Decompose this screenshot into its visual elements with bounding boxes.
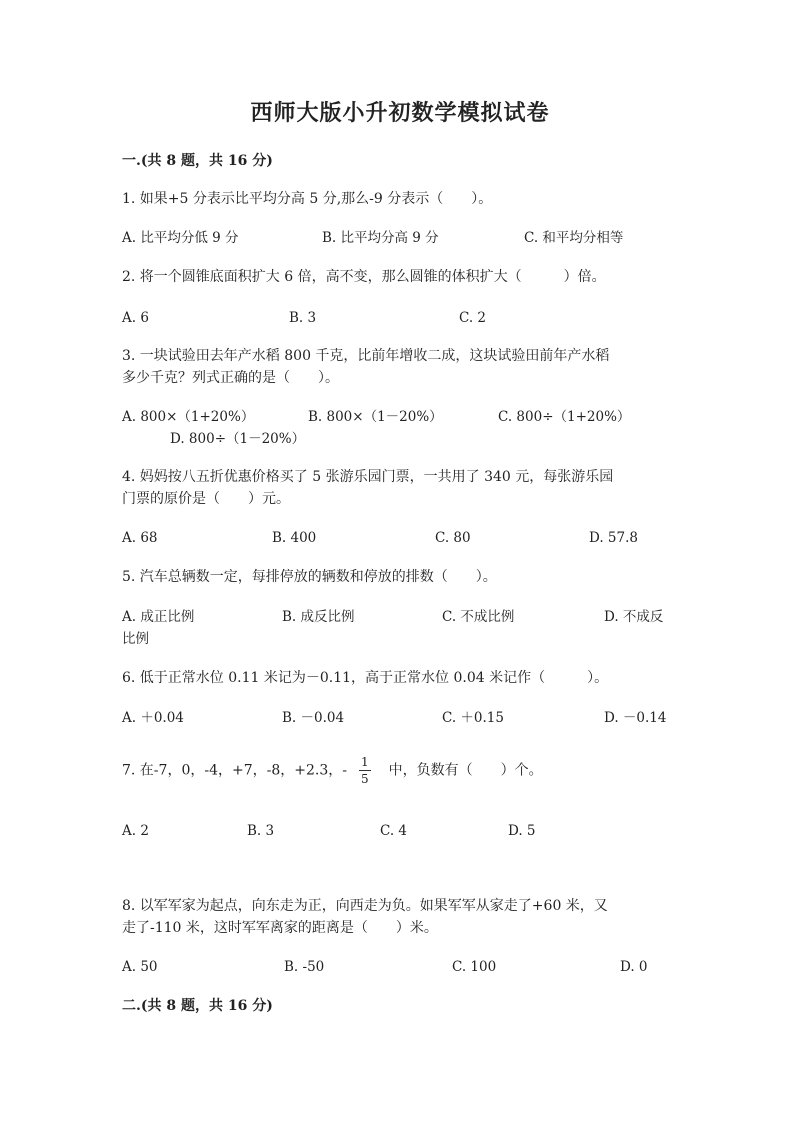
question-7-text-after: 中，负数有（ ）个。 [388,762,543,779]
option-d[interactable]: D. 57.8 [589,530,638,546]
option-a[interactable]: A. 比平均分低 9 分 [122,230,239,246]
option-b[interactable]: B. 成反比例 [282,609,355,625]
option-b[interactable]: B. -50 [284,959,325,975]
page-title: 西师大版小升初数学模拟试卷 [250,100,550,126]
question-4-line-2: 门票的原价是（ ）元。 [122,491,290,507]
fraction-numerator: 1 [361,755,369,769]
option-b[interactable]: B. 比平均分高 9 分 [322,230,439,246]
option-c[interactable]: C. 和平均分相等 [524,230,624,246]
option-c[interactable]: C. 100 [452,959,497,975]
option-d[interactable]: D. 0 [620,959,648,975]
fraction-denominator: 5 [361,772,369,786]
question-4 [122,466,678,510]
option-c[interactable]: C. ＋0.15 [442,710,504,726]
question-8-line-1: 8. 以军军家为起点，向东走为正，向西走为负。如果军军从家走了+60 米，又 [122,898,608,914]
question-1: 1. 如果+5 分表示比平均分高 5 分,那么-9 分表示（ ）。 [122,191,493,207]
option-d[interactable]: D. 800÷（1－20%） [170,431,306,447]
question-3 [122,345,678,389]
option-d-wrap: 比例 [122,631,149,647]
option-c[interactable]: C. 80 [435,530,471,546]
section-heading-2: 二.(共 8 题，共 16 分) [122,998,273,1014]
option-a[interactable]: A. 6 [122,310,149,326]
question-4-line-1: 4. 妈妈按八五折优惠价格买了 5 张游乐园门票，一共用了 340 元，每张游乐园 [122,469,614,485]
question-5: 5. 汽车总辆数一定，每排停放的辆数和停放的排数（ ）。 [122,569,497,585]
option-d[interactable]: D. 不成反 [604,609,664,625]
option-d[interactable]: D. 5 [508,823,536,839]
option-b[interactable]: B. 400 [272,530,317,546]
question-8 [122,895,678,939]
section-heading-1: 一.(共 8 题，共 16 分) [122,153,273,169]
question-7 [122,754,678,787]
option-c[interactable]: C. 不成比例 [442,609,515,625]
option-a[interactable]: A. 2 [122,823,149,839]
question-3-line-2: 多少千克？列式正确的是（ ）。 [122,370,339,386]
question-7-text-before: 7. 在-7，0，-4，+7，-8，+2.3，- [122,762,347,779]
option-b[interactable]: B. 3 [289,310,317,326]
question-2: 2. 将一个圆锥底面积扩大 6 倍，高不变，那么圆锥的体积扩大（ ）倍。 [122,269,606,285]
option-b[interactable]: B. －0.04 [282,710,345,726]
question-3-line-1: 3. 一块试验田去年产水稻 800 千克，比前年增收二成，这块试验田前年产水稻 [122,348,610,364]
option-b[interactable]: B. 800×（1－20%） [308,409,443,425]
question-8-line-2: 走了-110 米，这时军军离家的距离是（ ）米。 [122,920,438,936]
option-d[interactable]: D. －0.14 [604,710,667,726]
option-a[interactable]: A. 68 [122,530,158,546]
option-b[interactable]: B. 3 [247,823,275,839]
question-6: 6. 低于正常水位 0.11 米记为－0.11，高于正常水位 0.04 米记作（ ）。 [122,670,609,686]
option-c[interactable]: C. 800÷（1+20%） [498,409,631,425]
fraction [359,754,371,787]
option-c[interactable]: C. 2 [459,310,487,326]
option-a[interactable]: A. 50 [122,959,158,975]
option-a[interactable]: A. 800×（1+20%） [122,409,255,425]
option-a[interactable]: A. ＋0.04 [122,710,184,726]
option-a[interactable]: A. 成正比例 [122,609,195,625]
option-c[interactable]: C. 4 [380,823,408,839]
